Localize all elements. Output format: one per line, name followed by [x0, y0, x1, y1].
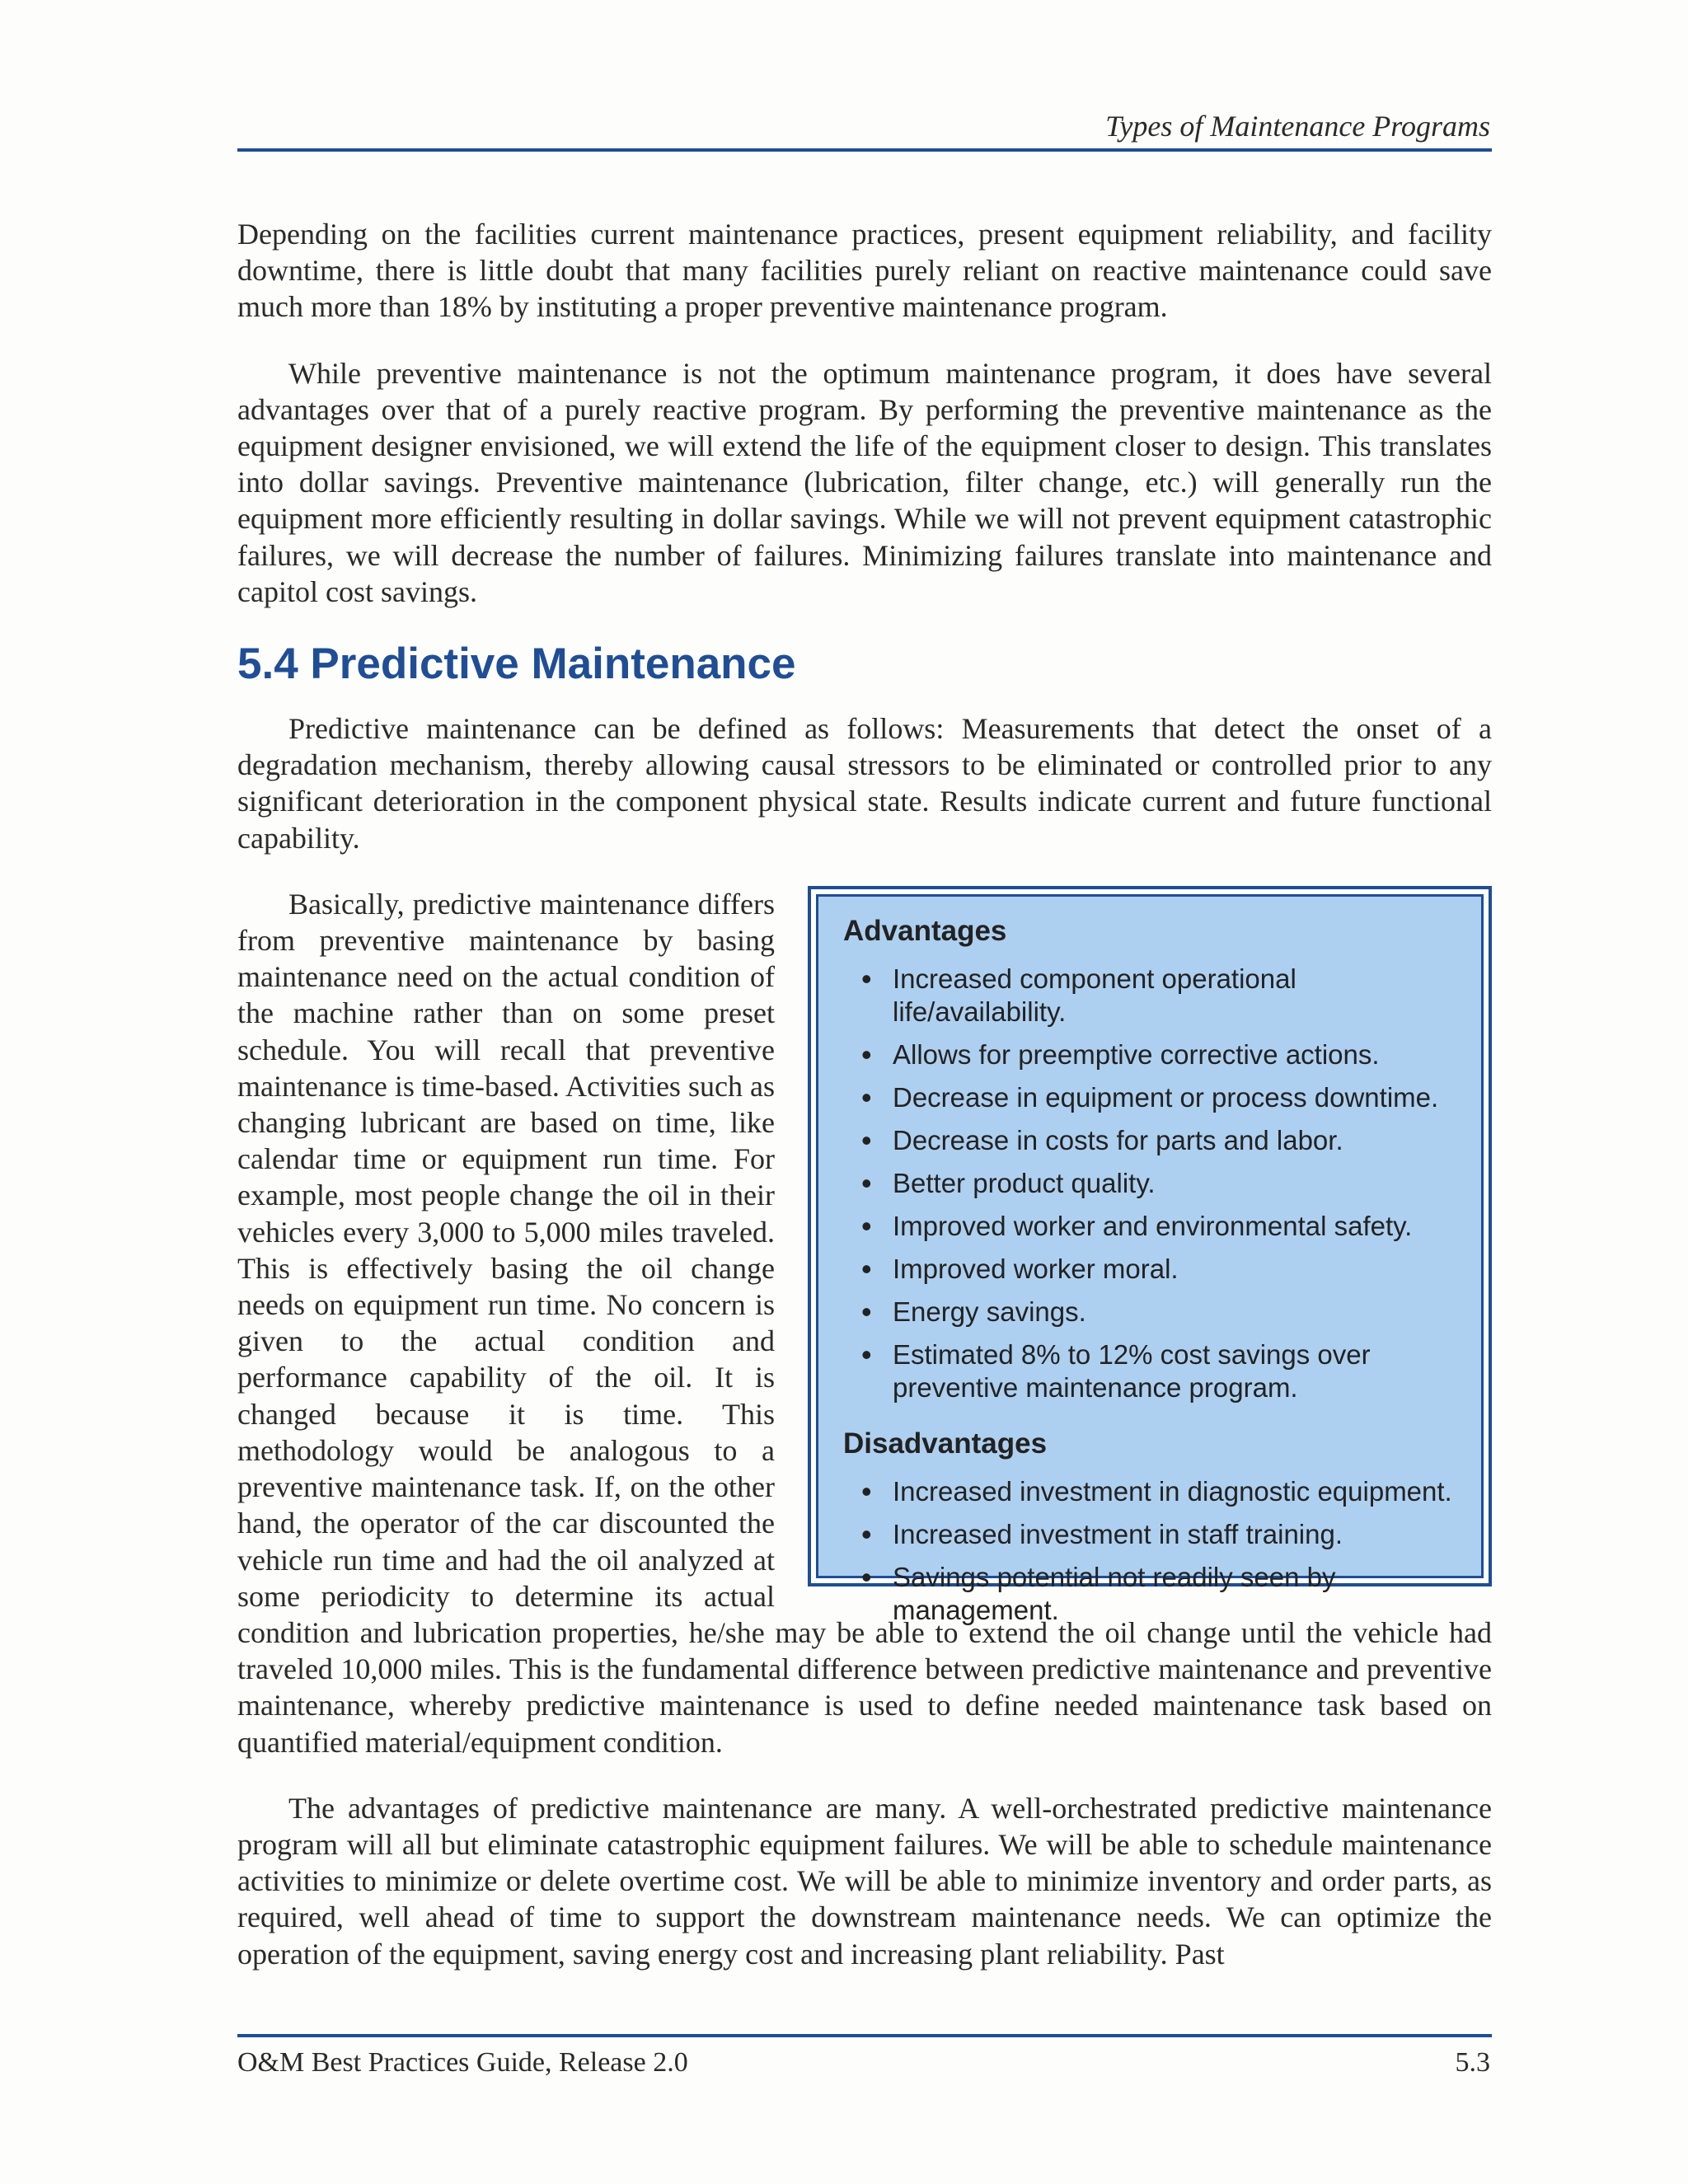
callout-inner — [816, 894, 1484, 1625]
disadvantages-list — [843, 1475, 1465, 1627]
footer-rule — [237, 2034, 1492, 2037]
page-body — [237, 216, 1492, 2002]
running-header: Types of Maintenance Programs — [1105, 110, 1490, 143]
advantage-item: • Improved worker moral. — [843, 1253, 1465, 1286]
disadvantages-title: Disadvantages — [843, 1427, 1048, 1460]
footer-guide-title: O&M Best Practices Guide, Release 2.0 — [237, 2047, 688, 2078]
advantage-item: • Increased component operational life/availability. — [843, 963, 1465, 1029]
paragraph-1: Depending on the facilities current maintenance practices, present equipment reliability, and facility downtime, there is little doubt that many facilities purely reliant on reactive maintenance could save much more than 18% by instituting a proper preventive maintenance program. — [237, 218, 1492, 324]
advantage-item: • Better product quality. — [843, 1167, 1465, 1200]
advantage-item: • Allows for preemptive corrective actions. — [843, 1038, 1465, 1071]
advantage-item: • Improved worker and environmental safety. — [843, 1210, 1465, 1243]
paragraph-2: While preventive maintenance is not the optimum maintenance program, it does have several advantages over that of a purely reactive program. By performing the preventive maintenance as the equipment designer envisioned, we will extend the life of the equipment closer to design. This translates into dollar savings. Preventive maintenance (lubrication, filter change, etc.) will generally run the equipment more efficiently resulting in dollar savings. While we will not prevent equipment catastrophic failures, we will decrease the number of failures. Minimizing failures translate into maintenance and capitol cost savings. — [237, 356, 1492, 608]
advantage-item: • Decrease in costs for parts and labor. — [843, 1124, 1465, 1157]
advantage-item: • Energy savings. — [843, 1296, 1465, 1329]
section-heading: 5.4 Predictive Maintenance — [237, 640, 796, 689]
page-number: 5.3 — [1455, 2047, 1490, 2078]
disadvantage-item: • Savings potential not readily seen by management. — [843, 1561, 1465, 1627]
header-rule — [237, 148, 1492, 152]
disadvantage-item: • Increased investment in staff training. — [843, 1518, 1465, 1551]
advantages-list — [843, 963, 1465, 1404]
advantages-title: Advantages — [843, 914, 1007, 947]
advantage-item: • Estimated 8% to 12% cost savings over preventive maintenance program. — [843, 1338, 1465, 1404]
paragraph-5: The advantages of predictive maintenance are many. A well-orchestrated predictive maintenance program will all but eliminate catastrophic equipment failures. We will be able to schedule maintenance activities to minimize or delete overtime cost. We will be able to minimize inventory and order parts, as required, well ahead of time to support the downstream maintenance needs. We can optimize the operation of the equipment, saving energy cost and increasing plant reliability. Past — [237, 1791, 1492, 1971]
disadvantage-item: • Increased investment in diagnostic equipment. — [843, 1475, 1465, 1508]
advantage-item: • Decrease in equipment or process downtime. — [843, 1081, 1465, 1114]
paragraph-3: Predictive maintenance can be defined as follows: Measurements that detect the onset of a degradation mechanism, thereby allowing causal stressors to be eliminated or controlled prior to any significant deterioration in the component physical state. Results indicate current and future functional capability. — [237, 712, 1492, 855]
paragraph-4: Basically, predictive maintenance differs from preventive maintenance by basing maintenance need on the actual condition of the machine rather than on some preset schedule. You will recall that preventive maintenance is time-based. Activities such as changing lubricant are based on time, like calendar time or equipment run time. For example, most people change the oil in their vehicles every 3,000 to 5,000 miles traveled. This is effectively basing the oil change needs on equipment run time. No concern is given to the actual condition and performance capability of the oil. It is changed because it is time. This methodology would be analogous to a preventive maintenance task. If, on the other hand, the operator of the car discounted the vehicle run time and had the oil analyzed at some periodicity to determine its actual condition and lubrication properties, he/she may be able to extend the oil change until the vehicle had traveled 10,000 miles. This is the fundamental difference between predictive maintenance and preventive maintenance, whereby predictive maintenance is used to define needed maintenance task based on quantified material/equipment condition. — [237, 887, 1492, 1759]
advantages-callout-box — [808, 886, 1492, 1625]
